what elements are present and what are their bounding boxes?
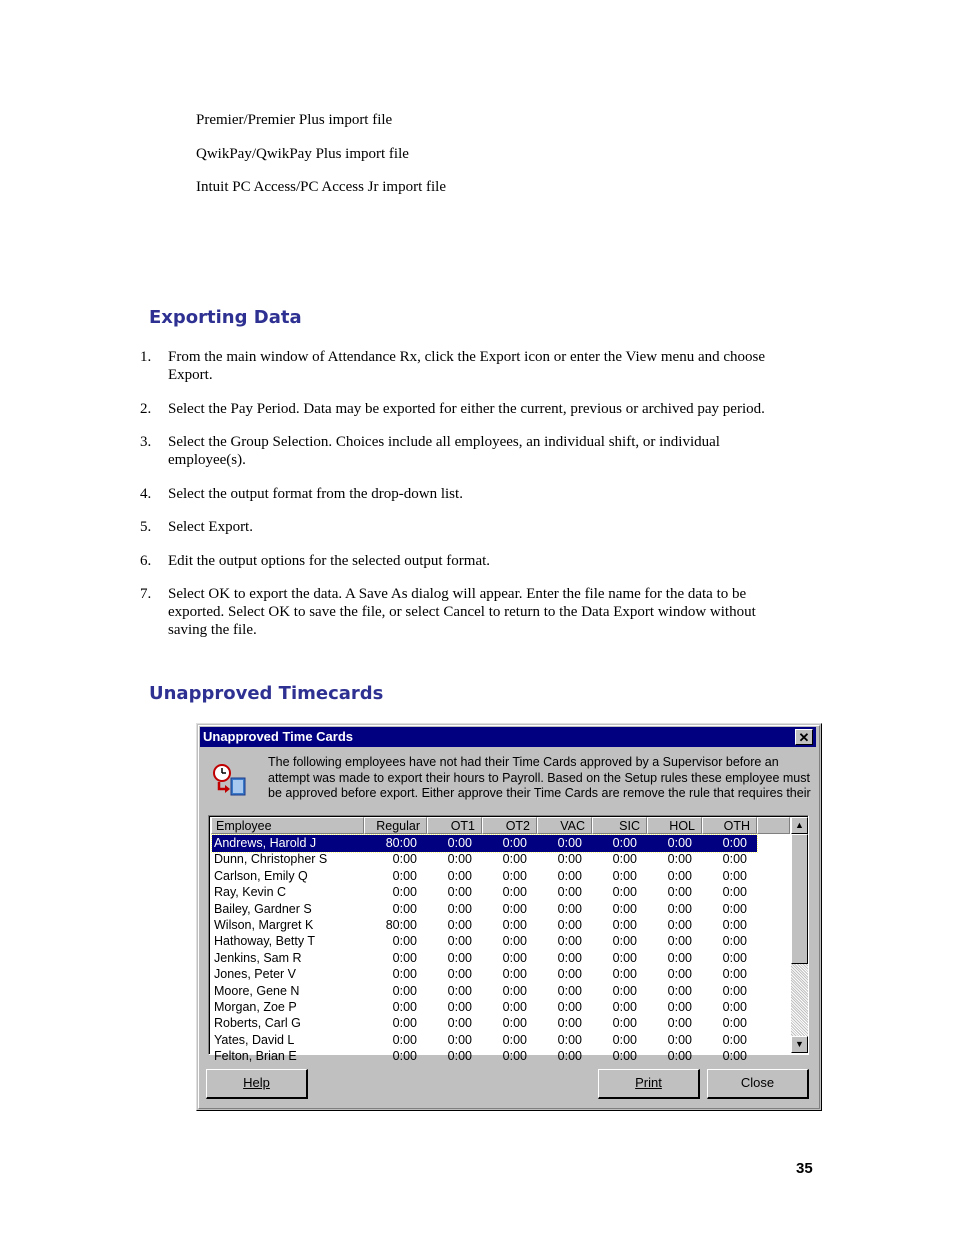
table-row[interactable]: [212, 835, 757, 852]
employee-name: Hathoway, Betty T: [214, 934, 315, 949]
hours-cell: 0:00: [722, 950, 747, 965]
hours-cell: 0:00: [722, 901, 747, 916]
column-header-ot1[interactable]: OT1: [427, 817, 482, 834]
step-line: exported. Select OK to save the file, or select Cancel to return to the Data Export window without: [168, 604, 756, 620]
hours-cell: 0:00: [502, 836, 527, 850]
step-number: 7.: [140, 586, 152, 602]
step-text: [168, 485, 808, 503]
table-row[interactable]: [212, 917, 757, 934]
hours-cell: 0:00: [447, 885, 472, 900]
print-button[interactable]: [598, 1069, 700, 1099]
hours-cell: 0:00: [612, 901, 637, 916]
employee-name: Ray, Kevin C: [214, 885, 287, 900]
hours-cell: 0:00: [557, 852, 582, 867]
step-line: employee(s).: [168, 452, 246, 468]
table-row[interactable]: [212, 999, 757, 1016]
step-line: Select the Group Selection. Choices include all employees, an individual shift, or individual: [168, 434, 720, 450]
hours-cell: 0:00: [612, 1032, 637, 1047]
table-row[interactable]: [212, 901, 757, 918]
hours-cell: 0:00: [557, 1016, 582, 1031]
column-header-filler: [757, 817, 790, 834]
hours-cell: 0:00: [557, 901, 582, 916]
hours-cell: 0:00: [557, 836, 582, 850]
hours-cell: 0:00: [392, 983, 417, 998]
hours-cell: 0:00: [667, 1049, 692, 1064]
step-line: Export.: [168, 367, 213, 383]
close-icon[interactable]: ✕: [795, 729, 813, 745]
hours-cell: 0:00: [722, 1049, 747, 1064]
hours-cell: 0:00: [667, 983, 692, 998]
hours-cell: 80:00: [385, 918, 417, 932]
hours-cell: 0:00: [392, 1032, 417, 1047]
dialog-titlebar[interactable]: [200, 727, 816, 747]
step-number: 1.: [140, 349, 152, 365]
import-item: Intuit PC Access/PC Access Jr import file: [196, 179, 446, 195]
hours-cell: 0:00: [612, 934, 637, 949]
scroll-down-icon[interactable]: ▼: [791, 1036, 808, 1053]
step-number: 6.: [140, 553, 152, 569]
hours-cell: 0:00: [667, 852, 692, 867]
clock-arrow-icon: [211, 762, 247, 798]
hours-cell: 0:00: [447, 1000, 472, 1014]
table-row[interactable]: [212, 983, 757, 1000]
table-row[interactable]: [212, 1032, 757, 1049]
hours-cell: 0:00: [502, 852, 527, 867]
step-text: [168, 552, 808, 570]
hours-cell: 0:00: [722, 1016, 747, 1031]
hours-cell: 0:00: [557, 885, 582, 900]
hours-cell: 0:00: [392, 1016, 417, 1031]
hours-cell: 0:00: [502, 1049, 527, 1064]
step-text: [168, 585, 808, 639]
hours-cell: 80:00: [385, 836, 417, 850]
step-text: [168, 348, 808, 384]
table-row[interactable]: [212, 868, 757, 885]
dialog-message: [268, 755, 814, 802]
hours-cell: 0:00: [722, 868, 747, 883]
hours-cell: 0:00: [557, 1000, 582, 1014]
employee-list[interactable]: [208, 815, 809, 1064]
step-number: 5.: [140, 519, 152, 535]
step-text: [168, 433, 808, 469]
column-header-vac[interactable]: VAC: [537, 817, 592, 834]
column-header-sic[interactable]: SIC: [592, 817, 647, 834]
hours-cell: 0:00: [612, 868, 637, 883]
unapproved-dialog: [196, 723, 822, 1111]
step-line: saving the file.: [168, 622, 257, 638]
hours-cell: 0:00: [722, 967, 747, 982]
employee-name: Morgan, Zoe P: [214, 1000, 297, 1014]
hours-cell: 0:00: [392, 868, 417, 883]
step-line: Select Export.: [168, 519, 253, 535]
scrollbar-thumb[interactable]: [791, 834, 808, 964]
hours-cell: 0:00: [502, 983, 527, 998]
hours-cell: 0:00: [557, 967, 582, 982]
import-item: Premier/Premier Plus import file: [196, 112, 393, 128]
hours-cell: 0:00: [502, 1016, 527, 1031]
step-text: [168, 518, 808, 536]
employee-name: Andrews, Harold J: [214, 836, 317, 850]
help-button[interactable]: [206, 1069, 308, 1099]
hours-cell: 0:00: [667, 1016, 692, 1031]
step-number: 2.: [140, 401, 152, 417]
hours-cell: 0:00: [447, 967, 472, 982]
hours-cell: 0:00: [722, 918, 747, 932]
hours-cell: 0:00: [392, 885, 417, 900]
hours-cell: 0:00: [392, 934, 417, 949]
employee-name: Roberts, Carl G: [214, 1016, 301, 1031]
hours-cell: 0:00: [392, 967, 417, 982]
hours-cell: 0:00: [667, 967, 692, 982]
message-line: The following employees have not had their Time Cards approved by a Supervisor before an: [268, 755, 779, 769]
hours-cell: 0:00: [557, 934, 582, 949]
hours-cell: 0:00: [667, 934, 692, 949]
hours-cell: 0:00: [612, 885, 637, 900]
hours-cell: 0:00: [447, 868, 472, 883]
hours-cell: 0:00: [447, 934, 472, 949]
hours-cell: 0:00: [612, 950, 637, 965]
hours-cell: 0:00: [722, 852, 747, 867]
column-header-ot2[interactable]: OT2: [482, 817, 537, 834]
hours-cell: 0:00: [557, 1032, 582, 1047]
hours-cell: 0:00: [612, 967, 637, 982]
close-button[interactable]: [707, 1069, 809, 1099]
employee-name: Bailey, Gardner S: [214, 901, 312, 916]
hours-cell: 0:00: [722, 934, 747, 949]
hours-cell: 0:00: [447, 983, 472, 998]
step-line: Select OK to export the data. A Save As dialog will appear. Enter the file name for the data to be: [168, 586, 747, 602]
employee-name: Jones, Peter V: [214, 967, 296, 982]
employee-name: Yates, David L: [214, 1032, 295, 1047]
hours-cell: 0:00: [667, 836, 692, 850]
hours-cell: 0:00: [667, 1032, 692, 1047]
hours-cell: 0:00: [722, 1000, 747, 1014]
close-button-label: Close: [740, 1075, 775, 1090]
hours-cell: 0:00: [557, 950, 582, 965]
step-line: Select the output format from the drop-down list.: [168, 486, 463, 502]
employee-name: Carlson, Emily Q: [214, 868, 308, 883]
table-row[interactable]: [212, 950, 757, 967]
step-number: 4.: [140, 486, 152, 502]
column-header-regular[interactable]: Regular: [364, 817, 427, 834]
employee-name: Felton, Brian E: [214, 1049, 297, 1064]
page-number: 35: [796, 1160, 813, 1177]
employee-name: Dunn, Christopher S: [214, 852, 328, 867]
hours-cell: 0:00: [612, 852, 637, 867]
table-row[interactable]: [212, 1015, 757, 1032]
table-row[interactable]: [212, 1048, 757, 1065]
hours-cell: 0:00: [722, 885, 747, 900]
step-text: [168, 400, 808, 418]
hours-cell: 0:00: [612, 983, 637, 998]
hours-cell: 0:00: [447, 1049, 472, 1064]
hours-cell: 0:00: [722, 1032, 747, 1047]
hours-cell: 0:00: [502, 1000, 527, 1014]
message-line: be approved before export. Either approve their Time Cards are remove the rule that requires their: [268, 786, 811, 800]
hours-cell: 0:00: [722, 836, 747, 850]
hours-cell: 0:00: [502, 934, 527, 949]
hours-cell: 0:00: [502, 901, 527, 916]
section-heading-exporting: Exporting Data: [149, 307, 302, 328]
help-button-label: Help: [243, 1075, 270, 1090]
hours-cell: 0:00: [667, 1000, 692, 1014]
dialog-title: Unapproved Time Cards: [203, 729, 354, 744]
table-row[interactable]: [212, 933, 757, 950]
hours-cell: 0:00: [392, 901, 417, 916]
vertical-scrollbar[interactable]: [791, 817, 808, 1053]
table-row[interactable]: [212, 851, 757, 868]
step-number: 3.: [140, 434, 152, 450]
hours-cell: 0:00: [392, 1000, 417, 1014]
table-row[interactable]: [212, 966, 757, 983]
hours-cell: 0:00: [502, 967, 527, 982]
hours-cell: 0:00: [612, 836, 637, 850]
step-line: Select the Pay Period. Data may be exported for either the current, previous or archived pay period.: [168, 401, 765, 417]
hours-cell: 0:00: [502, 885, 527, 900]
hours-cell: 0:00: [667, 950, 692, 965]
hours-cell: 0:00: [502, 868, 527, 883]
hours-cell: 0:00: [447, 852, 472, 867]
hours-cell: 0:00: [667, 901, 692, 916]
hours-cell: 0:00: [392, 1049, 417, 1064]
hours-cell: 0:00: [447, 1016, 472, 1031]
table-row[interactable]: [212, 884, 757, 901]
hours-cell: 0:00: [392, 950, 417, 965]
hours-cell: 0:00: [667, 918, 692, 932]
hours-cell: 0:00: [722, 983, 747, 998]
hours-cell: 0:00: [557, 1049, 582, 1064]
column-header-oth[interactable]: OTH: [702, 817, 757, 834]
hours-cell: 0:00: [447, 836, 472, 850]
hours-cell: 0:00: [557, 868, 582, 883]
hours-cell: 0:00: [612, 1000, 637, 1014]
hours-cell: 0:00: [667, 885, 692, 900]
hours-cell: 0:00: [447, 918, 472, 932]
hours-cell: 0:00: [557, 918, 582, 932]
hours-cell: 0:00: [612, 1049, 637, 1064]
column-header-employee[interactable]: Employee: [211, 817, 364, 834]
hours-cell: 0:00: [392, 852, 417, 867]
hours-cell: 0:00: [557, 983, 582, 998]
hours-cell: 0:00: [502, 1032, 527, 1047]
hours-cell: 0:00: [502, 950, 527, 965]
employee-name: Wilson, Margret K: [214, 918, 314, 932]
hours-cell: 0:00: [612, 918, 637, 932]
hours-cell: 0:00: [447, 950, 472, 965]
hours-cell: 0:00: [612, 1016, 637, 1031]
section-heading-unapproved: Unapproved Timecards: [149, 683, 384, 704]
step-line: From the main window of Attendance Rx, click the Export icon or enter the View menu and choose: [168, 349, 766, 365]
scroll-up-icon[interactable]: ▲: [791, 817, 808, 834]
column-header-hol[interactable]: HOL: [647, 817, 702, 834]
employee-name: Jenkins, Sam R: [214, 950, 302, 965]
import-item: QwikPay/QwikPay Plus import file: [196, 146, 409, 162]
employee-name: Moore, Gene N: [214, 983, 300, 998]
step-line: Edit the output options for the selected output format.: [168, 553, 491, 569]
hours-cell: 0:00: [667, 868, 692, 883]
hours-cell: 0:00: [502, 918, 527, 932]
message-line: attempt was made to export their hours to Payroll. Based on the Setup rules these employee must: [268, 770, 810, 785]
hours-cell: 0:00: [447, 901, 472, 916]
print-button-label: Print: [635, 1075, 662, 1090]
hours-cell: 0:00: [447, 1032, 472, 1047]
